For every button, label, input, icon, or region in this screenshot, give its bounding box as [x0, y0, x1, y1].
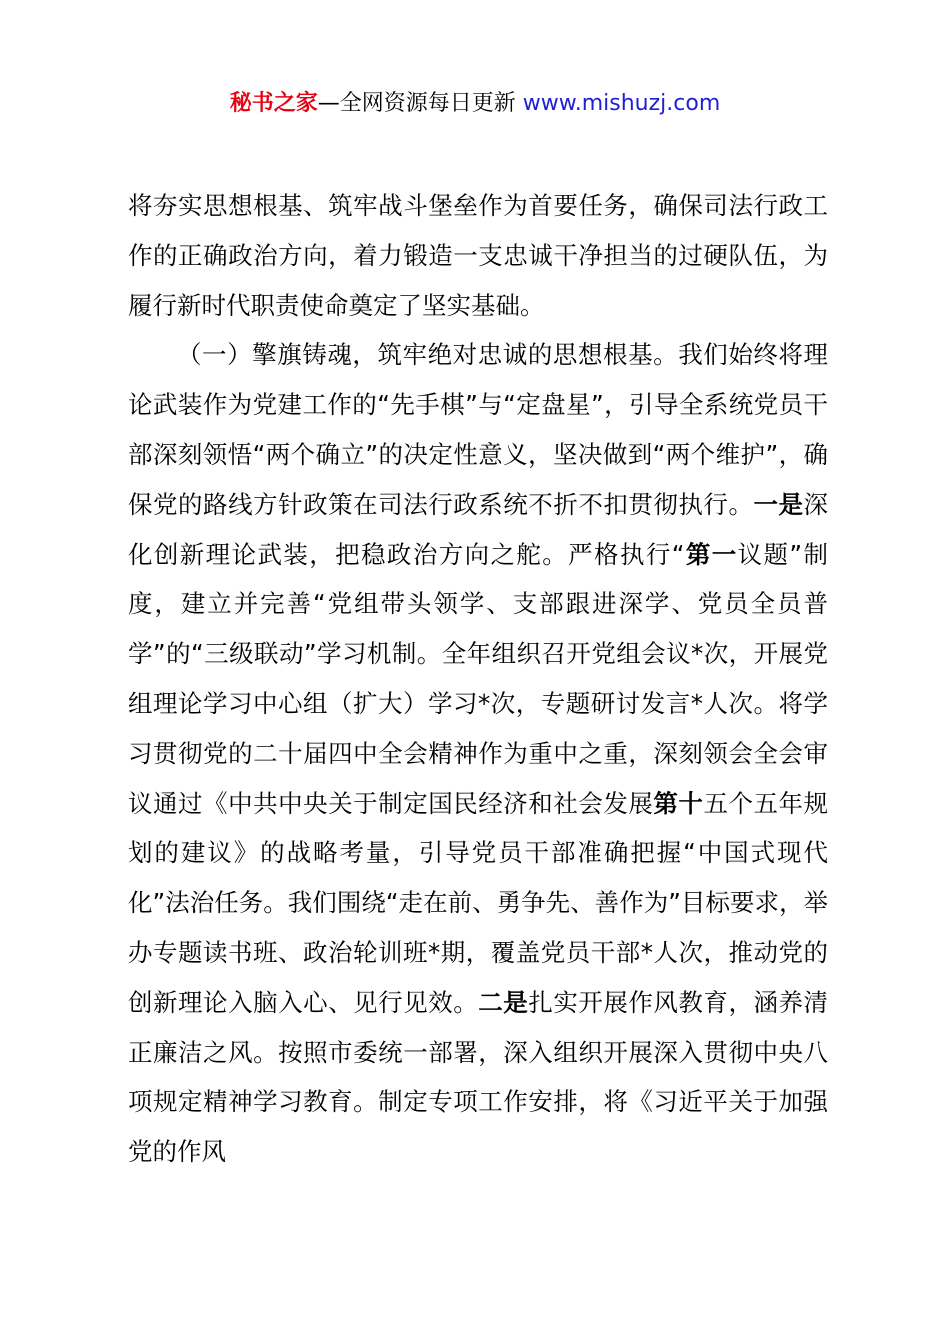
- bold-run: 一是: [753, 489, 804, 519]
- text-run: 深化创新理论武装，把稳政治方向之舵。严格执行“: [128, 489, 829, 569]
- paragraph-continuation: [128, 181, 828, 330]
- paragraph-section-one: [128, 330, 828, 1177]
- document-body: [128, 181, 828, 1177]
- text-run: 将夯实思想根基、筑牢战斗堡垒作为首要任务，确保司法行政工作的正确政治方向，着力锻造一支忠诚干净担当的过硬队伍，为履行新时代职责使命奠定了坚实基础。: [128, 191, 828, 320]
- header-site-link[interactable]: www.mishuzj.com: [522, 91, 721, 116]
- text-run: （一）擎旗铸魂，筑牢绝对忠诚的思想根基。我们始终将理论武装作为党建工作的“先手棋”与“定盘星”，引导全系统党员干部深刻领悟“两个确立”的决定性意义，坚决做到“两个维护”，确保党的路线方针政策在司法行政系统不折不扣贯彻执行。: [128, 340, 828, 519]
- text-run: 五个五年规划的建议》的战略考量，引导党员干部准确把握“中国式现代化”法治任务。我们围绕“走在前、勇争先、善作为”目标要求，举办专题读书班、政治轮训班*期，覆盖党员干部*人次，推动党的创新理论入脑入心、见行见效。: [128, 788, 829, 1017]
- header-brand: 秘书之家: [229, 91, 318, 116]
- bold-run: 第一: [684, 539, 738, 569]
- bold-run: 第十: [653, 788, 704, 818]
- text-run: 议题”制度，建立并完善“党组带头领学、支部跟进深学、党员全员普学”的“三级联动”学习机制。全年组织召开党组会议*次，开展党组理论学习中心组（扩大）学习*次，专题研讨发言*人次。将学习贯彻党的二十届四中全会精神作为重中之重，深刻领会全会审议通过《中共中央关于制定国民经济和社会发展: [128, 539, 828, 818]
- bold-run: 二是: [478, 987, 529, 1017]
- header-tagline: —全网资源每日更新: [317, 91, 523, 116]
- text-run: 扎实开展作风教育，涵养清正廉洁之风。按照市委统一部署，深入组织开展深入贯彻中央八项规定精神学习教育。制定专项工作安排，将《习近平关于加强党的作风: [128, 987, 829, 1167]
- page-header: [0, 88, 950, 120]
